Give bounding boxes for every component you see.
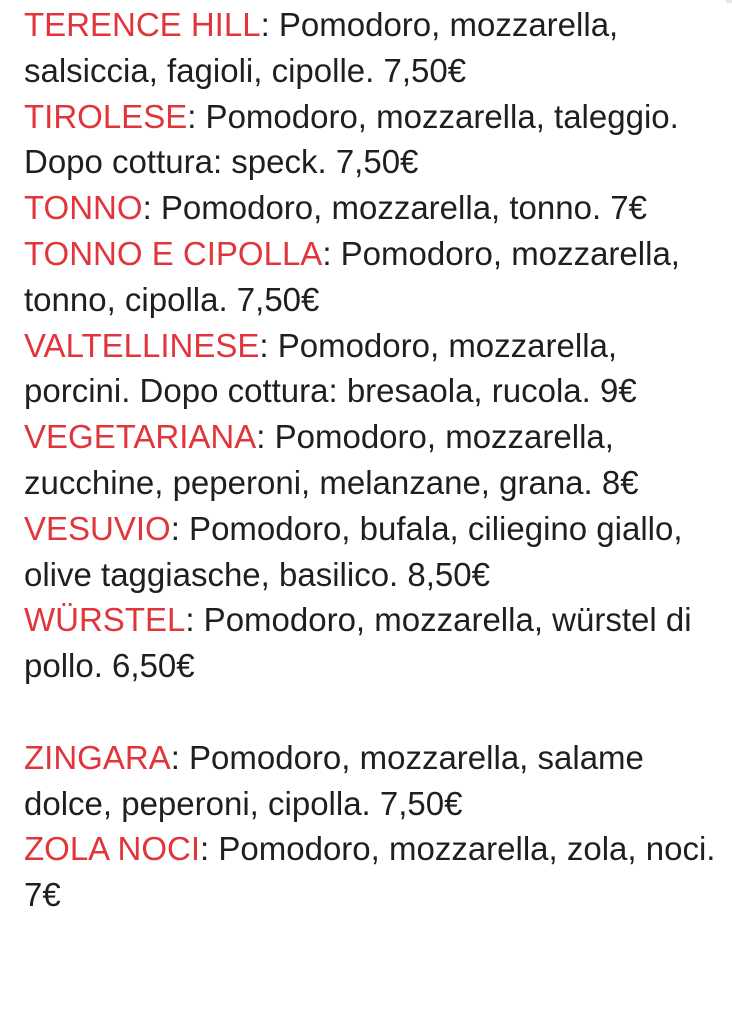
menu-item-name: VALTELLINESE — [24, 326, 260, 364]
menu-item-description: : Pomodoro, mozzarella, zola, noci. 7€ — [24, 830, 716, 914]
menu-item-vegetariana — [24, 414, 724, 506]
menu-item-name: ZOLA NOCI — [24, 830, 201, 868]
menu-item-wurstel — [24, 597, 724, 689]
menu-item-description: : Pomodoro, mozzarella, taleggio. Dopo cottura: speck. 7,50€ — [24, 97, 679, 181]
menu-item-name: VESUVIO — [24, 509, 171, 547]
menu-item-name: ZINGARA — [24, 738, 171, 776]
menu-item-name: WÜRSTEL — [24, 601, 186, 639]
menu-item-description: : Pomodoro, mozzarella, würstel di pollo. 6,50€ — [24, 601, 692, 685]
menu-item-description: : Pomodoro, mozzarella, salame dolce, peperoni, cipolla. 7,50€ — [24, 738, 644, 822]
menu-item-terence-hill — [24, 2, 724, 94]
menu-item-description: : Pomodoro, mozzarella, tonno. 7€ — [142, 189, 648, 227]
menu-item-name: TIROLESE — [24, 97, 188, 135]
menu-item-name: VEGETARIANA — [24, 418, 257, 456]
menu-item-description: : Pomodoro, mozzarella, salsiccia, fagioli, cipolle. 7,50€ — [24, 6, 619, 89]
menu-item-description: : Pomodoro, mozzarella, porcini. Dopo cottura: bresaola, rucola. 9€ — [24, 326, 637, 410]
menu-item-name: TERENCE HILL — [24, 6, 261, 43]
menu-item-zola-noci — [24, 826, 724, 918]
menu-item-description: : Pomodoro, mozzarella, tonno, cipolla. 7,50€ — [24, 234, 680, 318]
menu-item-tonno-e-cipolla — [24, 231, 724, 323]
menu-item-vesuvio — [24, 506, 724, 598]
menu-item-valtellinese — [24, 323, 724, 415]
scroll-indicator — [726, 0, 732, 3]
menu-item-zingara — [24, 735, 724, 827]
menu-item-tirolese — [24, 94, 724, 186]
blank-line — [24, 689, 724, 735]
menu-item-description: : Pomodoro, mozzarella, zucchine, peperoni, melanzane, grana. 8€ — [24, 418, 639, 501]
menu-item-name: TONNO — [24, 189, 143, 227]
pizza-menu-list — [24, 2, 724, 918]
menu-item-name: TONNO E CIPOLLA — [24, 234, 323, 272]
menu-item-description: : Pomodoro, bufala, ciliegino giallo, olive taggiasche, basilico. 8,50€ — [24, 509, 683, 593]
menu-item-tonno — [24, 185, 724, 231]
